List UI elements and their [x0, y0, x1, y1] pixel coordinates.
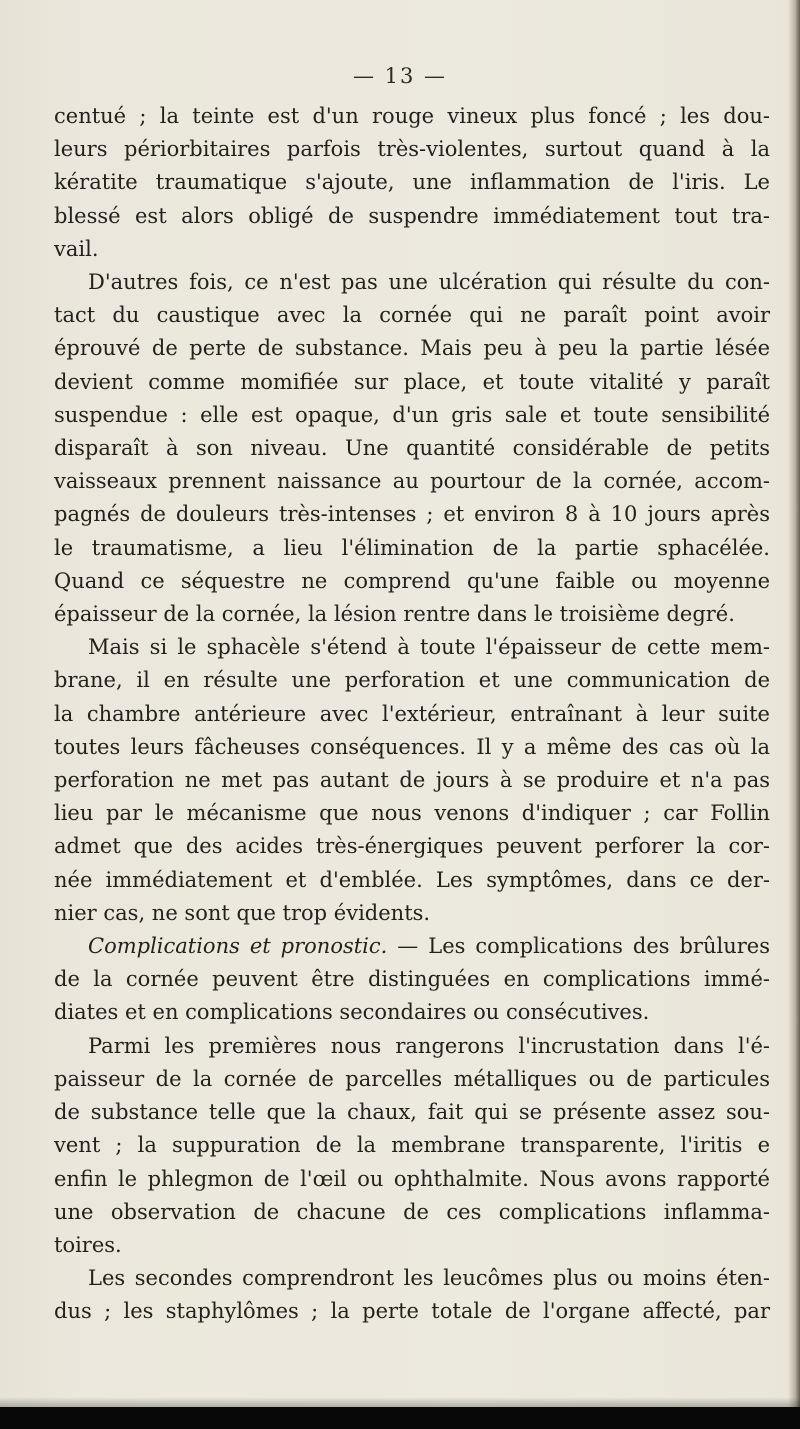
page-edge-shadow	[788, 0, 800, 1429]
text-line: épaisseur de la cornée, la lésion rentre dans le troisième degré.	[54, 602, 735, 627]
text-line: kératite traumatique s'ajoute, une inflammation de l'iris. Le	[54, 170, 770, 195]
text-line: vail.	[54, 236, 99, 261]
text-line: devient comme momifiée sur place, et toute vitalité y paraît	[54, 369, 770, 394]
text-line: leurs périorbitaires parfois très-violentes, surtout quand à la	[54, 137, 770, 162]
text-line: éprouvé de perte de substance. Mais peu à peu la partie lésée	[54, 336, 770, 361]
text-line: vaisseaux prennent naissance au pourtour de la cornée, accom-	[54, 469, 770, 494]
scan-bottom-border	[0, 1407, 800, 1429]
text-line: nier cas, ne sont que trop évidents.	[54, 900, 431, 925]
text-line: enfin le phlegmon de l'œil ou ophthalmite. Nous avons rapporté	[54, 1166, 770, 1191]
text-line: Parmi les premières nous rangerons l'incrustation dans l'é-	[88, 1033, 770, 1058]
text-line: blessé est alors obligé de suspendre immédiatement tout tra-	[54, 203, 770, 228]
text-line: centué ; la teinte est d'un rouge vineux plus foncé ; les dou-	[54, 104, 770, 128]
text-line: brane, il en résulte une perforation et une communication de	[54, 668, 770, 693]
text-line: toutes leurs fâcheuses conséquences. Il y a même des cas où la	[54, 734, 770, 759]
text-line: tact du caustique avec la cornée qui ne paraît point avoir	[54, 303, 770, 328]
text-line: de substance telle que la chaux, fait qui se présente assez sou-	[54, 1100, 770, 1125]
text-line: une observation de chacune de ces complications inflamma-	[54, 1199, 770, 1224]
body-text	[54, 100, 770, 1329]
section-heading: Complications et pronostic.	[88, 934, 388, 959]
text-line: pagnés de douleurs très-intenses ; et environ 8 à 10 jours après	[54, 502, 770, 527]
text-line: Les secondes comprendront les leucômes plus ou moins éten-	[88, 1266, 770, 1291]
text-line: lieu par le mécanisme que nous venons d'indiquer ; car Follin	[54, 801, 770, 826]
text-line: disparaît à son niveau. Une quantité considérable de petits	[54, 436, 770, 461]
text-line	[54, 930, 770, 963]
text-line: admet que des acides très-énergiques peuvent perforer la cor-	[54, 834, 770, 859]
text-line: Quand ce séquestre ne comprend qu'une faible ou moyenne	[54, 568, 770, 593]
page-number: — 13 —	[352, 64, 448, 88]
text-fragment: — Les complications des brûlures	[387, 934, 770, 959]
text-line: le traumatisme, a lieu l'élimination de la partie sphacélée.	[54, 535, 770, 560]
text-line: la chambre antérieure avec l'extérieur, entraînant à leur suite	[54, 701, 770, 726]
text-line: toires.	[54, 1232, 122, 1257]
text-line: D'autres fois, ce n'est pas une ulcération qui résulte du con-	[88, 270, 770, 295]
text-line: diates et en complications secondaires ou consécutives.	[54, 1000, 650, 1025]
text-line: dus ; les staphylômes ; la perte totale de l'organe affecté, par	[54, 1299, 770, 1324]
text-line: vent ; la suppuration de la membrane transparente, l'iritis e	[54, 1133, 770, 1158]
text-line: suspendue : elle est opaque, d'un gris sale et toute sensibilité	[54, 402, 770, 427]
text-line: Mais si le sphacèle s'étend à toute l'épaisseur de cette mem-	[88, 635, 770, 660]
bottom-shadow	[0, 1397, 800, 1407]
text-line: de la cornée peuvent être distinguées en complications immé-	[54, 967, 770, 992]
text-line: paisseur de la cornée de parcelles métalliques ou de particules	[54, 1066, 770, 1091]
text-line: née immédiatement et d'emblée. Les symptômes, dans ce der-	[54, 867, 770, 892]
text-line: perforation ne met pas autant de jours à se produire et n'a pas	[54, 768, 770, 793]
